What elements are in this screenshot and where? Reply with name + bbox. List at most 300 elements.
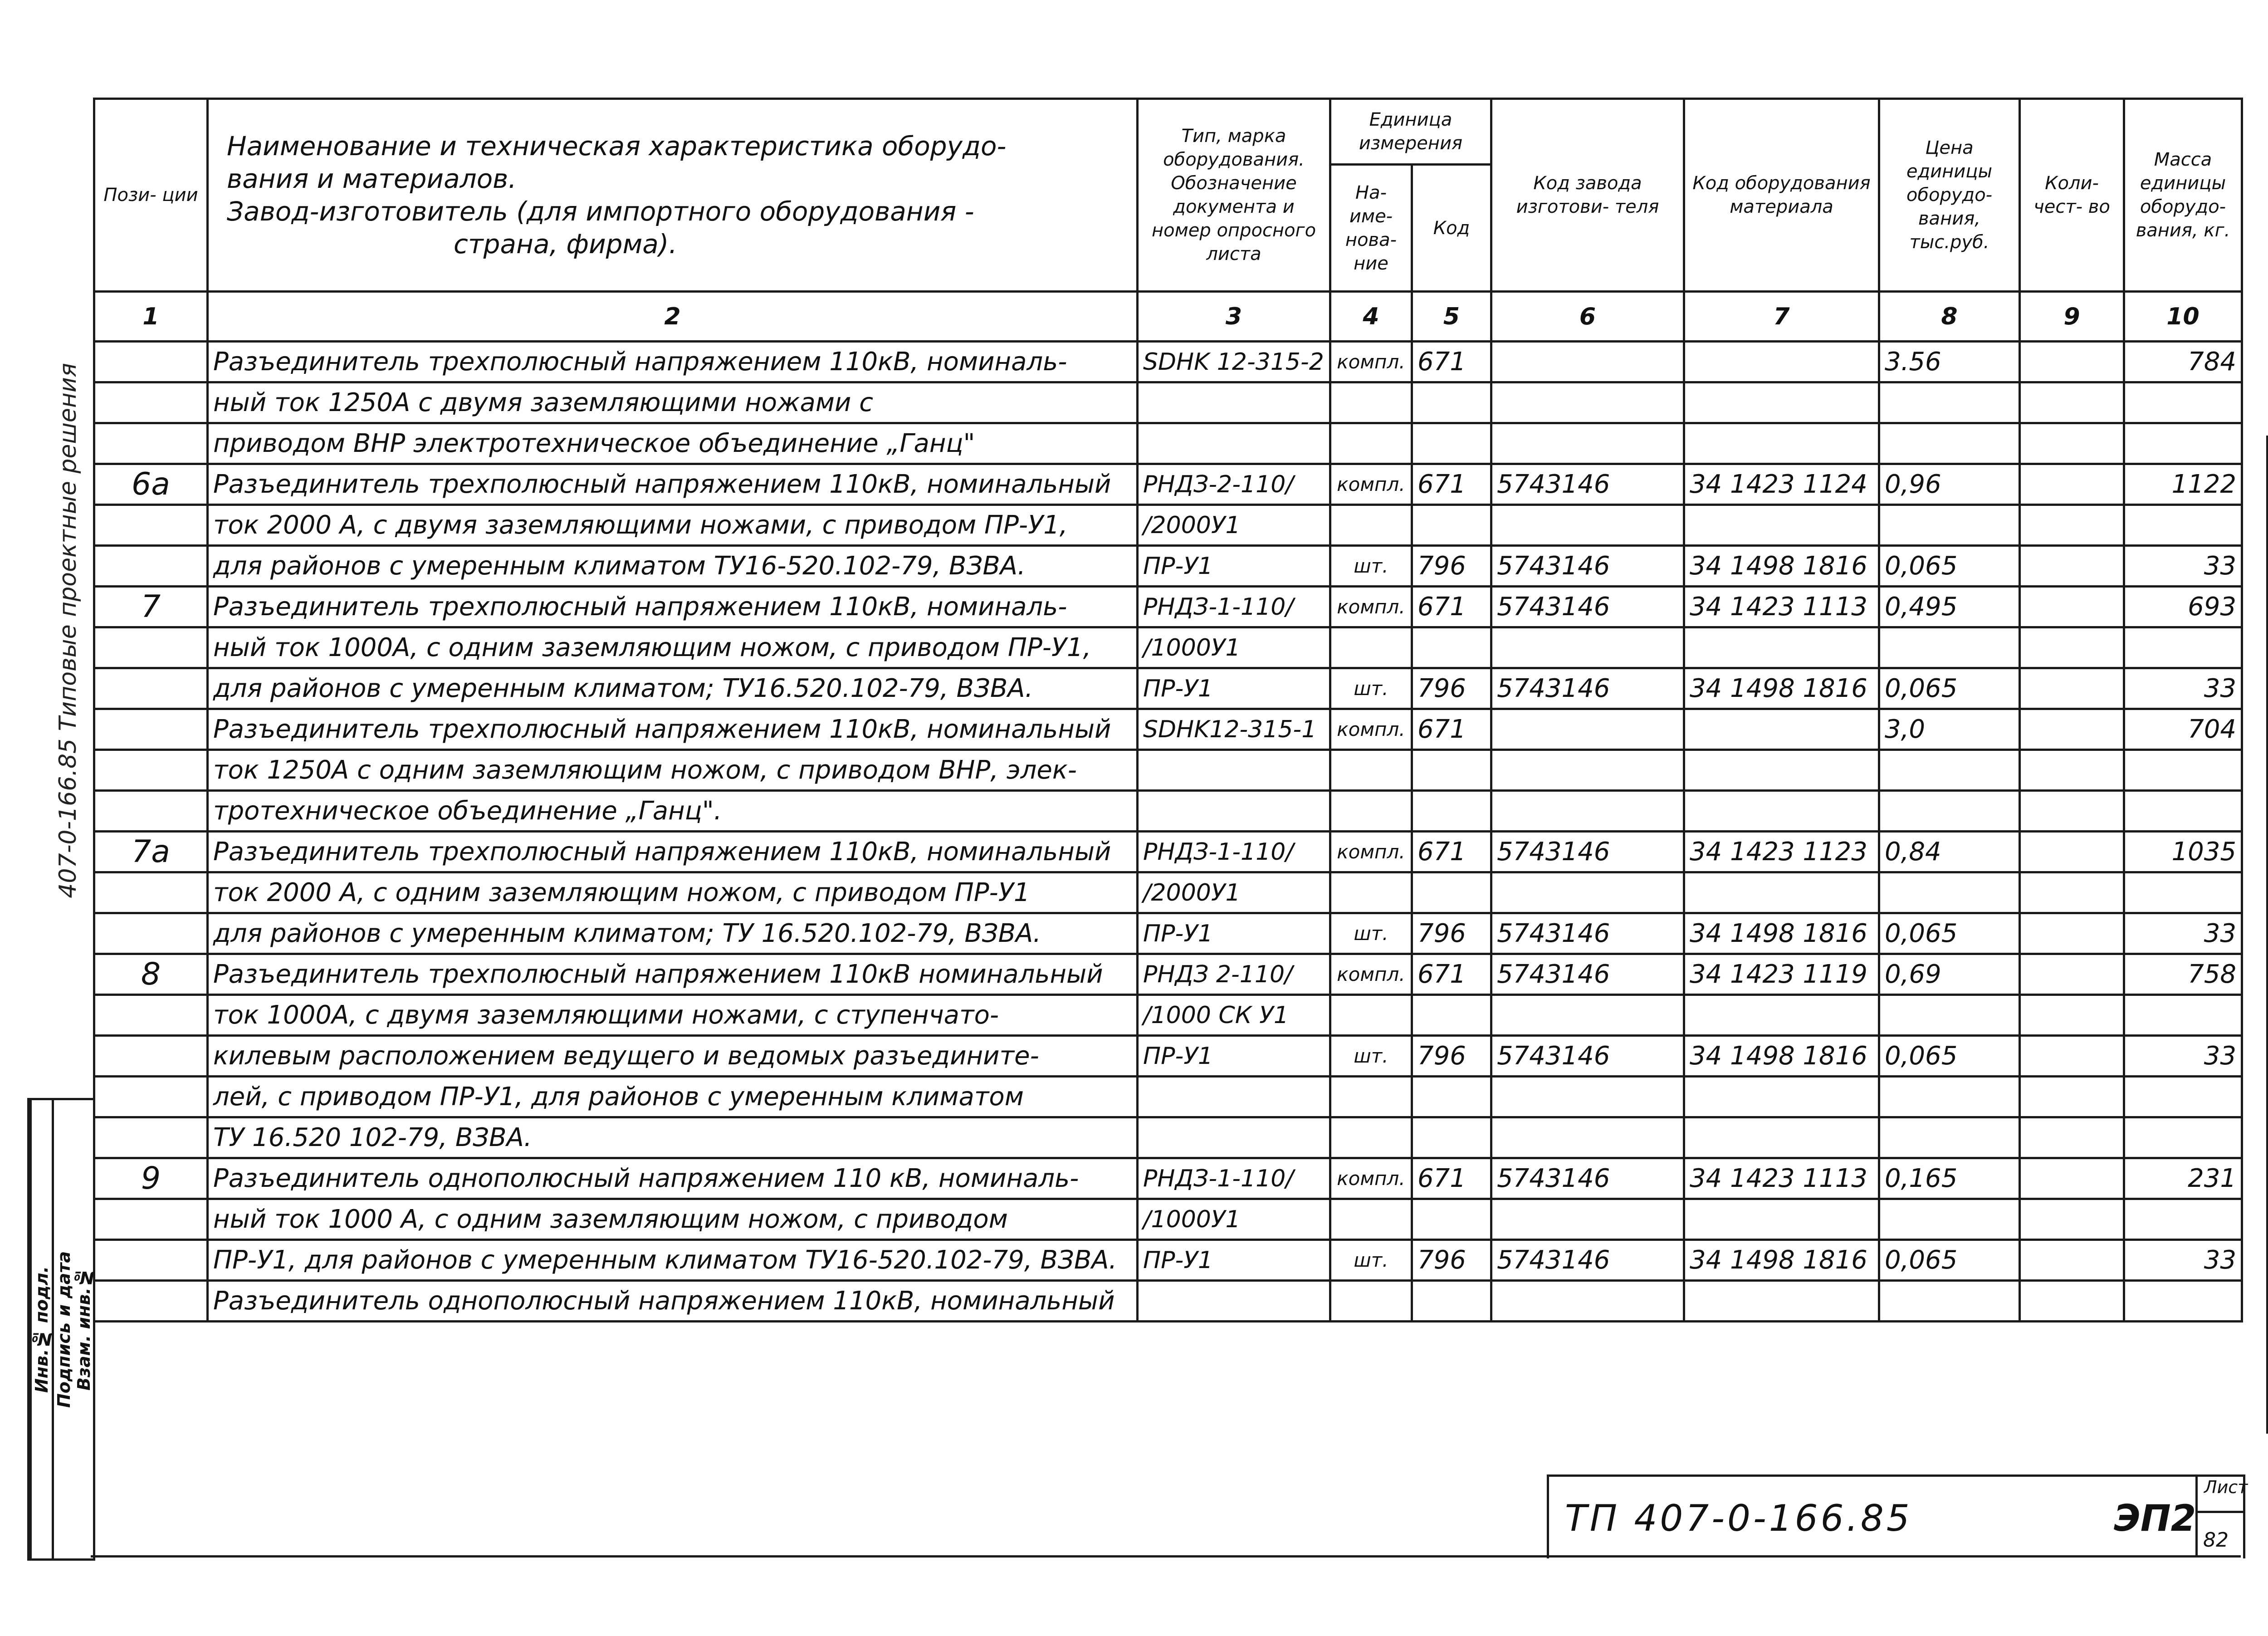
quantity-cell [2020, 1240, 2124, 1281]
name-cell: Разъединитель трехполюсный напряжением 110кВ, номинальный [208, 464, 1138, 505]
price-cell [1879, 505, 2020, 546]
unit-code-cell: 796 [1412, 546, 1491, 587]
stub-replacement: Взам. инв.№ [74, 1268, 94, 1391]
name-cell: ток 2000 А, с одним заземляющим ножом, с приводом ПР-У1 [208, 872, 1138, 913]
table-row [94, 1240, 2242, 1281]
position-cell [94, 913, 208, 954]
document-code: ТП 407-0-166.85 [1565, 1497, 1912, 1539]
column-number-row [94, 292, 2242, 342]
unit-code-cell [1412, 505, 1491, 546]
binding-stub [27, 1098, 95, 1561]
equipment-code-cell: 34 1498 1816 [1684, 1036, 1879, 1077]
plant-code-cell [1491, 750, 1684, 791]
header-position: Пози- ции [94, 99, 208, 292]
column-number: 1 [94, 292, 208, 342]
quantity-cell [2020, 1281, 2124, 1322]
equipment-code-cell: 34 1423 1113 [1684, 1158, 1879, 1199]
name-cell: ный ток 1250А с двумя заземляющими ножами с [208, 382, 1138, 423]
quantity-cell [2020, 995, 2124, 1036]
quantity-cell [2020, 627, 2124, 668]
plant-code-cell: 5743146 [1491, 668, 1684, 709]
type-cell: РНДЗ-2-110/ [1138, 464, 1330, 505]
plant-code-cell: 5743146 [1491, 1036, 1684, 1077]
mass-cell [2124, 382, 2242, 423]
name-cell: ный ток 1000 А, с одним заземляющим ножом, с приводом [208, 1199, 1138, 1240]
column-number: 7 [1684, 292, 1879, 342]
table-row [94, 1117, 2242, 1158]
equipment-code-cell [1684, 1077, 1879, 1117]
plant-code-cell: 5743146 [1491, 832, 1684, 872]
plant-code-cell [1491, 627, 1684, 668]
plant-code-cell [1491, 423, 1684, 464]
table-row [94, 546, 2242, 587]
type-cell: ПР-У1 [1138, 668, 1330, 709]
unit-code-cell [1412, 423, 1491, 464]
plant-code-cell [1491, 505, 1684, 546]
mass-cell [2124, 995, 2242, 1036]
price-cell [1879, 627, 2020, 668]
position-cell [94, 505, 208, 546]
position-cell [94, 872, 208, 913]
unit-code-cell [1412, 1117, 1491, 1158]
table-row [94, 832, 2242, 872]
sheet-code: ЭП2 [2114, 1497, 2196, 1539]
type-cell: /1000У1 [1138, 1199, 1330, 1240]
unit-name-cell: компл. [1330, 342, 1412, 382]
name-cell: Разъединитель трехполюсный напряжением 110кВ номинальный [208, 954, 1138, 995]
mass-cell: 693 [2124, 587, 2242, 627]
header-mass: Масса единицы оборудо- вания, кг. [2124, 99, 2242, 292]
equipment-code-cell [1684, 382, 1879, 423]
mass-cell: 784 [2124, 342, 2242, 382]
mass-cell [2124, 1117, 2242, 1158]
unit-name-cell: шт. [1330, 913, 1412, 954]
header-equipment-code: Код оборудования материала [1684, 99, 1879, 292]
name-cell: килевым расположением ведущего и ведомых разъедините- [208, 1036, 1138, 1077]
equipment-code-cell [1684, 791, 1879, 832]
type-cell: SDHK 12-315-2 [1138, 342, 1330, 382]
equipment-code-cell [1684, 709, 1879, 750]
stub-inventory: Инв.№ подл. [29, 1100, 52, 1558]
price-cell [1879, 1199, 2020, 1240]
table-row [94, 382, 2242, 423]
unit-code-cell: 796 [1412, 668, 1491, 709]
plant-code-cell [1491, 382, 1684, 423]
header-name-line1: Наименование и техническая характеристика оборудо- [227, 131, 1007, 162]
type-cell [1138, 1281, 1330, 1322]
name-cell: для районов с умеренным климатом ТУ16-520.102-79, ВЗВА. [208, 546, 1138, 587]
table-row [94, 709, 2242, 750]
mass-cell [2124, 627, 2242, 668]
table-row [94, 627, 2242, 668]
sheet-label: Лист [2204, 1477, 2248, 1497]
price-cell: 3,0 [1879, 709, 2020, 750]
mass-cell [2124, 423, 2242, 464]
position-cell [94, 668, 208, 709]
column-number: 5 [1412, 292, 1491, 342]
table-row [94, 668, 2242, 709]
unit-name-cell: компл. [1330, 1158, 1412, 1199]
quantity-cell [2020, 832, 2124, 872]
sheet-divider [2198, 1511, 2243, 1513]
mass-cell [2124, 1281, 2242, 1322]
name-cell: Разъединитель трехполюсный напряжением 110кВ, номинальный [208, 709, 1138, 750]
position-cell [94, 1117, 208, 1158]
equipment-code-cell: 34 1423 1119 [1684, 954, 1879, 995]
price-cell: 0,84 [1879, 832, 2020, 872]
table-row [94, 1158, 2242, 1199]
plant-code-cell [1491, 872, 1684, 913]
mass-cell: 33 [2124, 546, 2242, 587]
unit-code-cell: 671 [1412, 954, 1491, 995]
unit-code-cell [1412, 995, 1491, 1036]
position-cell [94, 709, 208, 750]
table-row [94, 342, 2242, 382]
equipment-code-cell [1684, 1281, 1879, 1322]
side-note: 407-0-166.85 Типовые проектные решения [54, 363, 82, 898]
table-row [94, 1077, 2242, 1117]
price-cell [1879, 382, 2020, 423]
plant-code-cell [1491, 1281, 1684, 1322]
column-number: 6 [1491, 292, 1684, 342]
type-cell: ПР-У1 [1138, 913, 1330, 954]
price-cell [1879, 1117, 2020, 1158]
table-row [94, 1036, 2242, 1077]
price-cell: 0,495 [1879, 587, 2020, 627]
type-cell [1138, 1117, 1330, 1158]
equipment-code-cell: 34 1423 1123 [1684, 832, 1879, 872]
name-cell: приводом ВНР электротехническое объединение „Ганц" [208, 423, 1138, 464]
position-cell [94, 342, 208, 382]
type-cell: ПР-У1 [1138, 1036, 1330, 1077]
price-cell: 0,165 [1879, 1158, 2020, 1199]
position-cell: 7а [94, 832, 208, 872]
mass-cell: 1122 [2124, 464, 2242, 505]
position-cell [94, 1281, 208, 1322]
stub-signature: Подпись и дата [52, 1100, 74, 1558]
unit-code-cell: 671 [1412, 587, 1491, 627]
position-cell: 9 [94, 1158, 208, 1199]
header-plant-code: Код завода изготови- теля [1491, 99, 1684, 292]
frame-right-edge [2266, 436, 2268, 1434]
mass-cell: 758 [2124, 954, 2242, 995]
header-name-line4: страна, фирма). [454, 229, 677, 260]
type-cell: РНДЗ 2-110/ [1138, 954, 1330, 995]
plant-code-cell [1491, 342, 1684, 382]
type-cell: РНДЗ-1-110/ [1138, 832, 1330, 872]
position-cell: 7 [94, 587, 208, 627]
unit-name-cell [1330, 1117, 1412, 1158]
price-cell: 0,065 [1879, 1036, 2020, 1077]
header-unit-code: Код [1412, 165, 1491, 292]
name-cell: Разъединитель трехполюсный напряжением 110кВ, номиналь- [208, 587, 1138, 627]
type-cell [1138, 750, 1330, 791]
table-row [94, 587, 2242, 627]
unit-name-cell: шт. [1330, 1240, 1412, 1281]
unit-name-cell [1330, 1199, 1412, 1240]
plant-code-cell: 5743146 [1491, 954, 1684, 995]
mass-cell: 231 [2124, 1158, 2242, 1199]
position-cell [94, 1036, 208, 1077]
quantity-cell [2020, 709, 2124, 750]
quantity-cell [2020, 342, 2124, 382]
mass-cell [2124, 750, 2242, 791]
quantity-cell [2020, 1077, 2124, 1117]
specification-table [93, 98, 2243, 1323]
position-cell [94, 1077, 208, 1117]
unit-code-cell [1412, 750, 1491, 791]
unit-name-cell: шт. [1330, 546, 1412, 587]
unit-code-cell [1412, 1281, 1491, 1322]
name-cell: ток 1000А, с двумя заземляющими ножами, с ступенчато- [208, 995, 1138, 1036]
name-cell: Разъединитель однополюсный напряжением 110 кВ, номиналь- [208, 1158, 1138, 1199]
table-body [94, 342, 2242, 1322]
mass-cell: 704 [2124, 709, 2242, 750]
position-cell [94, 382, 208, 423]
type-cell [1138, 382, 1330, 423]
unit-name-cell: компл. [1330, 709, 1412, 750]
name-cell: Разъединитель трехполюсный напряжением 110кВ, номиналь- [208, 342, 1138, 382]
price-cell [1879, 995, 2020, 1036]
column-number: 10 [2124, 292, 2242, 342]
table-row [94, 954, 2242, 995]
unit-code-cell: 671 [1412, 464, 1491, 505]
unit-code-cell: 671 [1412, 709, 1491, 750]
column-number: 4 [1330, 292, 1412, 342]
mass-cell [2124, 1077, 2242, 1117]
quantity-cell [2020, 423, 2124, 464]
position-cell [94, 750, 208, 791]
header-price: Цена единицы оборудо- вания, тыс.руб. [1879, 99, 2020, 292]
unit-name-cell [1330, 505, 1412, 546]
mass-cell: 33 [2124, 1240, 2242, 1281]
unit-code-cell [1412, 382, 1491, 423]
unit-name-cell: компл. [1330, 587, 1412, 627]
equipment-code-cell [1684, 627, 1879, 668]
equipment-code-cell: 34 1498 1816 [1684, 668, 1879, 709]
table-row [94, 423, 2242, 464]
quantity-cell [2020, 1158, 2124, 1199]
quantity-cell [2020, 505, 2124, 546]
table-row [94, 872, 2242, 913]
plant-code-cell: 5743146 [1491, 464, 1684, 505]
price-cell: 3.56 [1879, 342, 2020, 382]
plant-code-cell [1491, 1199, 1684, 1240]
price-cell: 0,065 [1879, 668, 2020, 709]
equipment-code-cell: 34 1423 1113 [1684, 587, 1879, 627]
price-cell [1879, 750, 2020, 791]
name-cell: ПР-У1, для районов с умеренным климатом ТУ16-520.102-79, ВЗВА. [208, 1240, 1138, 1281]
header-type: Тип, марка оборудования. Обозначение документа и номер опросного листа [1138, 99, 1330, 292]
sheet-number: 82 [2203, 1528, 2229, 1552]
equipment-code-cell [1684, 750, 1879, 791]
unit-name-cell [1330, 1077, 1412, 1117]
header-unit-group: Единица измерения [1330, 99, 1491, 165]
position-cell [94, 791, 208, 832]
position-cell [94, 1199, 208, 1240]
quantity-cell [2020, 464, 2124, 505]
unit-name-cell [1330, 423, 1412, 464]
price-cell [1879, 791, 2020, 832]
table-row [94, 995, 2242, 1036]
price-cell: 0,065 [1879, 913, 2020, 954]
type-cell: ПР-У1 [1138, 546, 1330, 587]
quantity-cell [2020, 382, 2124, 423]
name-cell: ный ток 1000А, с одним заземляющим ножом, с приводом ПР-У1, [208, 627, 1138, 668]
table-row [94, 750, 2242, 791]
unit-code-cell [1412, 872, 1491, 913]
equipment-code-cell: 34 1498 1816 [1684, 546, 1879, 587]
quantity-cell [2020, 1117, 2124, 1158]
mass-cell: 33 [2124, 668, 2242, 709]
position-cell [94, 546, 208, 587]
name-cell: ТУ 16.520 102-79, ВЗВА. [208, 1117, 1138, 1158]
quantity-cell [2020, 587, 2124, 627]
header-name-line3: Завод-изготовитель (для импортного оборудования - [227, 196, 974, 227]
type-cell: /2000У1 [1138, 872, 1330, 913]
table-row [94, 913, 2242, 954]
plant-code-cell [1491, 1077, 1684, 1117]
equipment-code-cell [1684, 1199, 1879, 1240]
unit-code-cell [1412, 627, 1491, 668]
type-cell: РНДЗ-1-110/ [1138, 587, 1330, 627]
quantity-cell [2020, 913, 2124, 954]
name-cell: Разъединитель однополюсный напряжением 110кВ, номинальный [208, 1281, 1138, 1322]
mass-cell [2124, 505, 2242, 546]
price-cell: 0,065 [1879, 1240, 2020, 1281]
unit-name-cell: компл. [1330, 832, 1412, 872]
price-cell: 0,96 [1879, 464, 2020, 505]
mass-cell [2124, 1199, 2242, 1240]
plant-code-cell: 5743146 [1491, 1158, 1684, 1199]
quantity-cell [2020, 1036, 2124, 1077]
type-cell [1138, 1077, 1330, 1117]
quantity-cell [2020, 791, 2124, 832]
unit-name-cell [1330, 872, 1412, 913]
price-cell [1879, 423, 2020, 464]
mass-cell: 33 [2124, 1036, 2242, 1077]
name-cell: для районов с умеренным климатом; ТУ16.520.102-79, ВЗВА. [208, 668, 1138, 709]
unit-name-cell: шт. [1330, 1036, 1412, 1077]
column-number: 9 [2020, 292, 2124, 342]
table-row [94, 505, 2242, 546]
mass-cell: 33 [2124, 913, 2242, 954]
header-name [208, 99, 1138, 292]
unit-name-cell [1330, 1281, 1412, 1322]
plant-code-cell [1491, 1117, 1684, 1158]
quantity-cell [2020, 954, 2124, 995]
type-cell: РНДЗ-1-110/ [1138, 1158, 1330, 1199]
equipment-code-cell [1684, 1117, 1879, 1158]
unit-code-cell [1412, 791, 1491, 832]
plant-code-cell: 5743146 [1491, 1240, 1684, 1281]
price-cell: 0,69 [1879, 954, 2020, 995]
quantity-cell [2020, 872, 2124, 913]
price-cell [1879, 872, 2020, 913]
unit-name-cell [1330, 382, 1412, 423]
type-cell [1138, 791, 1330, 832]
plant-code-cell: 5743146 [1491, 913, 1684, 954]
unit-code-cell: 671 [1412, 832, 1491, 872]
price-cell [1879, 1077, 2020, 1117]
unit-name-cell: компл. [1330, 464, 1412, 505]
equipment-code-cell [1684, 872, 1879, 913]
unit-name-cell: шт. [1330, 668, 1412, 709]
position-cell: 8 [94, 954, 208, 995]
position-cell [94, 627, 208, 668]
equipment-code-cell [1684, 505, 1879, 546]
unit-code-cell: 796 [1412, 1036, 1491, 1077]
unit-name-cell [1330, 627, 1412, 668]
equipment-code-cell [1684, 995, 1879, 1036]
price-cell: 0,065 [1879, 546, 2020, 587]
plant-code-cell: 5743146 [1491, 546, 1684, 587]
header-row-1 [94, 99, 2242, 165]
unit-name-cell [1330, 750, 1412, 791]
unit-name-cell [1330, 791, 1412, 832]
type-cell: SDHK12-315-1 [1138, 709, 1330, 750]
equipment-code-cell: 34 1498 1816 [1684, 913, 1879, 954]
position-cell [94, 1240, 208, 1281]
price-cell [1879, 1281, 2020, 1322]
table-row [94, 1199, 2242, 1240]
table-row [94, 791, 2242, 832]
plant-code-cell [1491, 791, 1684, 832]
position-cell: 6а [94, 464, 208, 505]
position-cell [94, 423, 208, 464]
unit-code-cell: 671 [1412, 342, 1491, 382]
equipment-code-cell: 34 1498 1816 [1684, 1240, 1879, 1281]
unit-code-cell [1412, 1199, 1491, 1240]
quantity-cell [2020, 668, 2124, 709]
plant-code-cell: 5743146 [1491, 587, 1684, 627]
type-cell: /1000 СК У1 [1138, 995, 1330, 1036]
sheet-number-box [2195, 1474, 2248, 1556]
type-cell: /2000У1 [1138, 505, 1330, 546]
column-number: 3 [1138, 292, 1330, 342]
type-cell: /1000У1 [1138, 627, 1330, 668]
table-row [94, 1281, 2242, 1322]
unit-name-cell: компл. [1330, 954, 1412, 995]
name-cell: Разъединитель трехполюсный напряжением 110кВ, номинальный [208, 832, 1138, 872]
equipment-code-cell [1684, 342, 1879, 382]
mass-cell: 1035 [2124, 832, 2242, 872]
name-cell: лей, с приводом ПР-У1, для районов с умеренным климатом [208, 1077, 1138, 1117]
mass-cell [2124, 791, 2242, 832]
header-name-line2: вания и материалов. [227, 163, 517, 194]
type-cell: ПР-У1 [1138, 1240, 1330, 1281]
column-number: 2 [208, 292, 1138, 342]
unit-code-cell: 796 [1412, 1240, 1491, 1281]
header-quantity: Коли- чест- во [2020, 99, 2124, 292]
header-unit-name: На- име- нова- ние [1330, 165, 1412, 292]
table-row [94, 464, 2242, 505]
unit-code-cell: 796 [1412, 913, 1491, 954]
type-cell [1138, 423, 1330, 464]
name-cell: ток 1250А с одним заземляющим ножом, с приводом ВНР, элек- [208, 750, 1138, 791]
column-number: 8 [1879, 292, 2020, 342]
equipment-code-cell: 34 1423 1124 [1684, 464, 1879, 505]
plant-code-cell [1491, 995, 1684, 1036]
name-cell: тротехническое объединение „Ганц". [208, 791, 1138, 832]
name-cell: для районов с умеренным климатом; ТУ 16.520.102-79, ВЗВА. [208, 913, 1138, 954]
quantity-cell [2020, 1199, 2124, 1240]
unit-name-cell [1330, 995, 1412, 1036]
unit-code-cell [1412, 1077, 1491, 1117]
quantity-cell [2020, 546, 2124, 587]
equipment-code-cell [1684, 423, 1879, 464]
quantity-cell [2020, 750, 2124, 791]
